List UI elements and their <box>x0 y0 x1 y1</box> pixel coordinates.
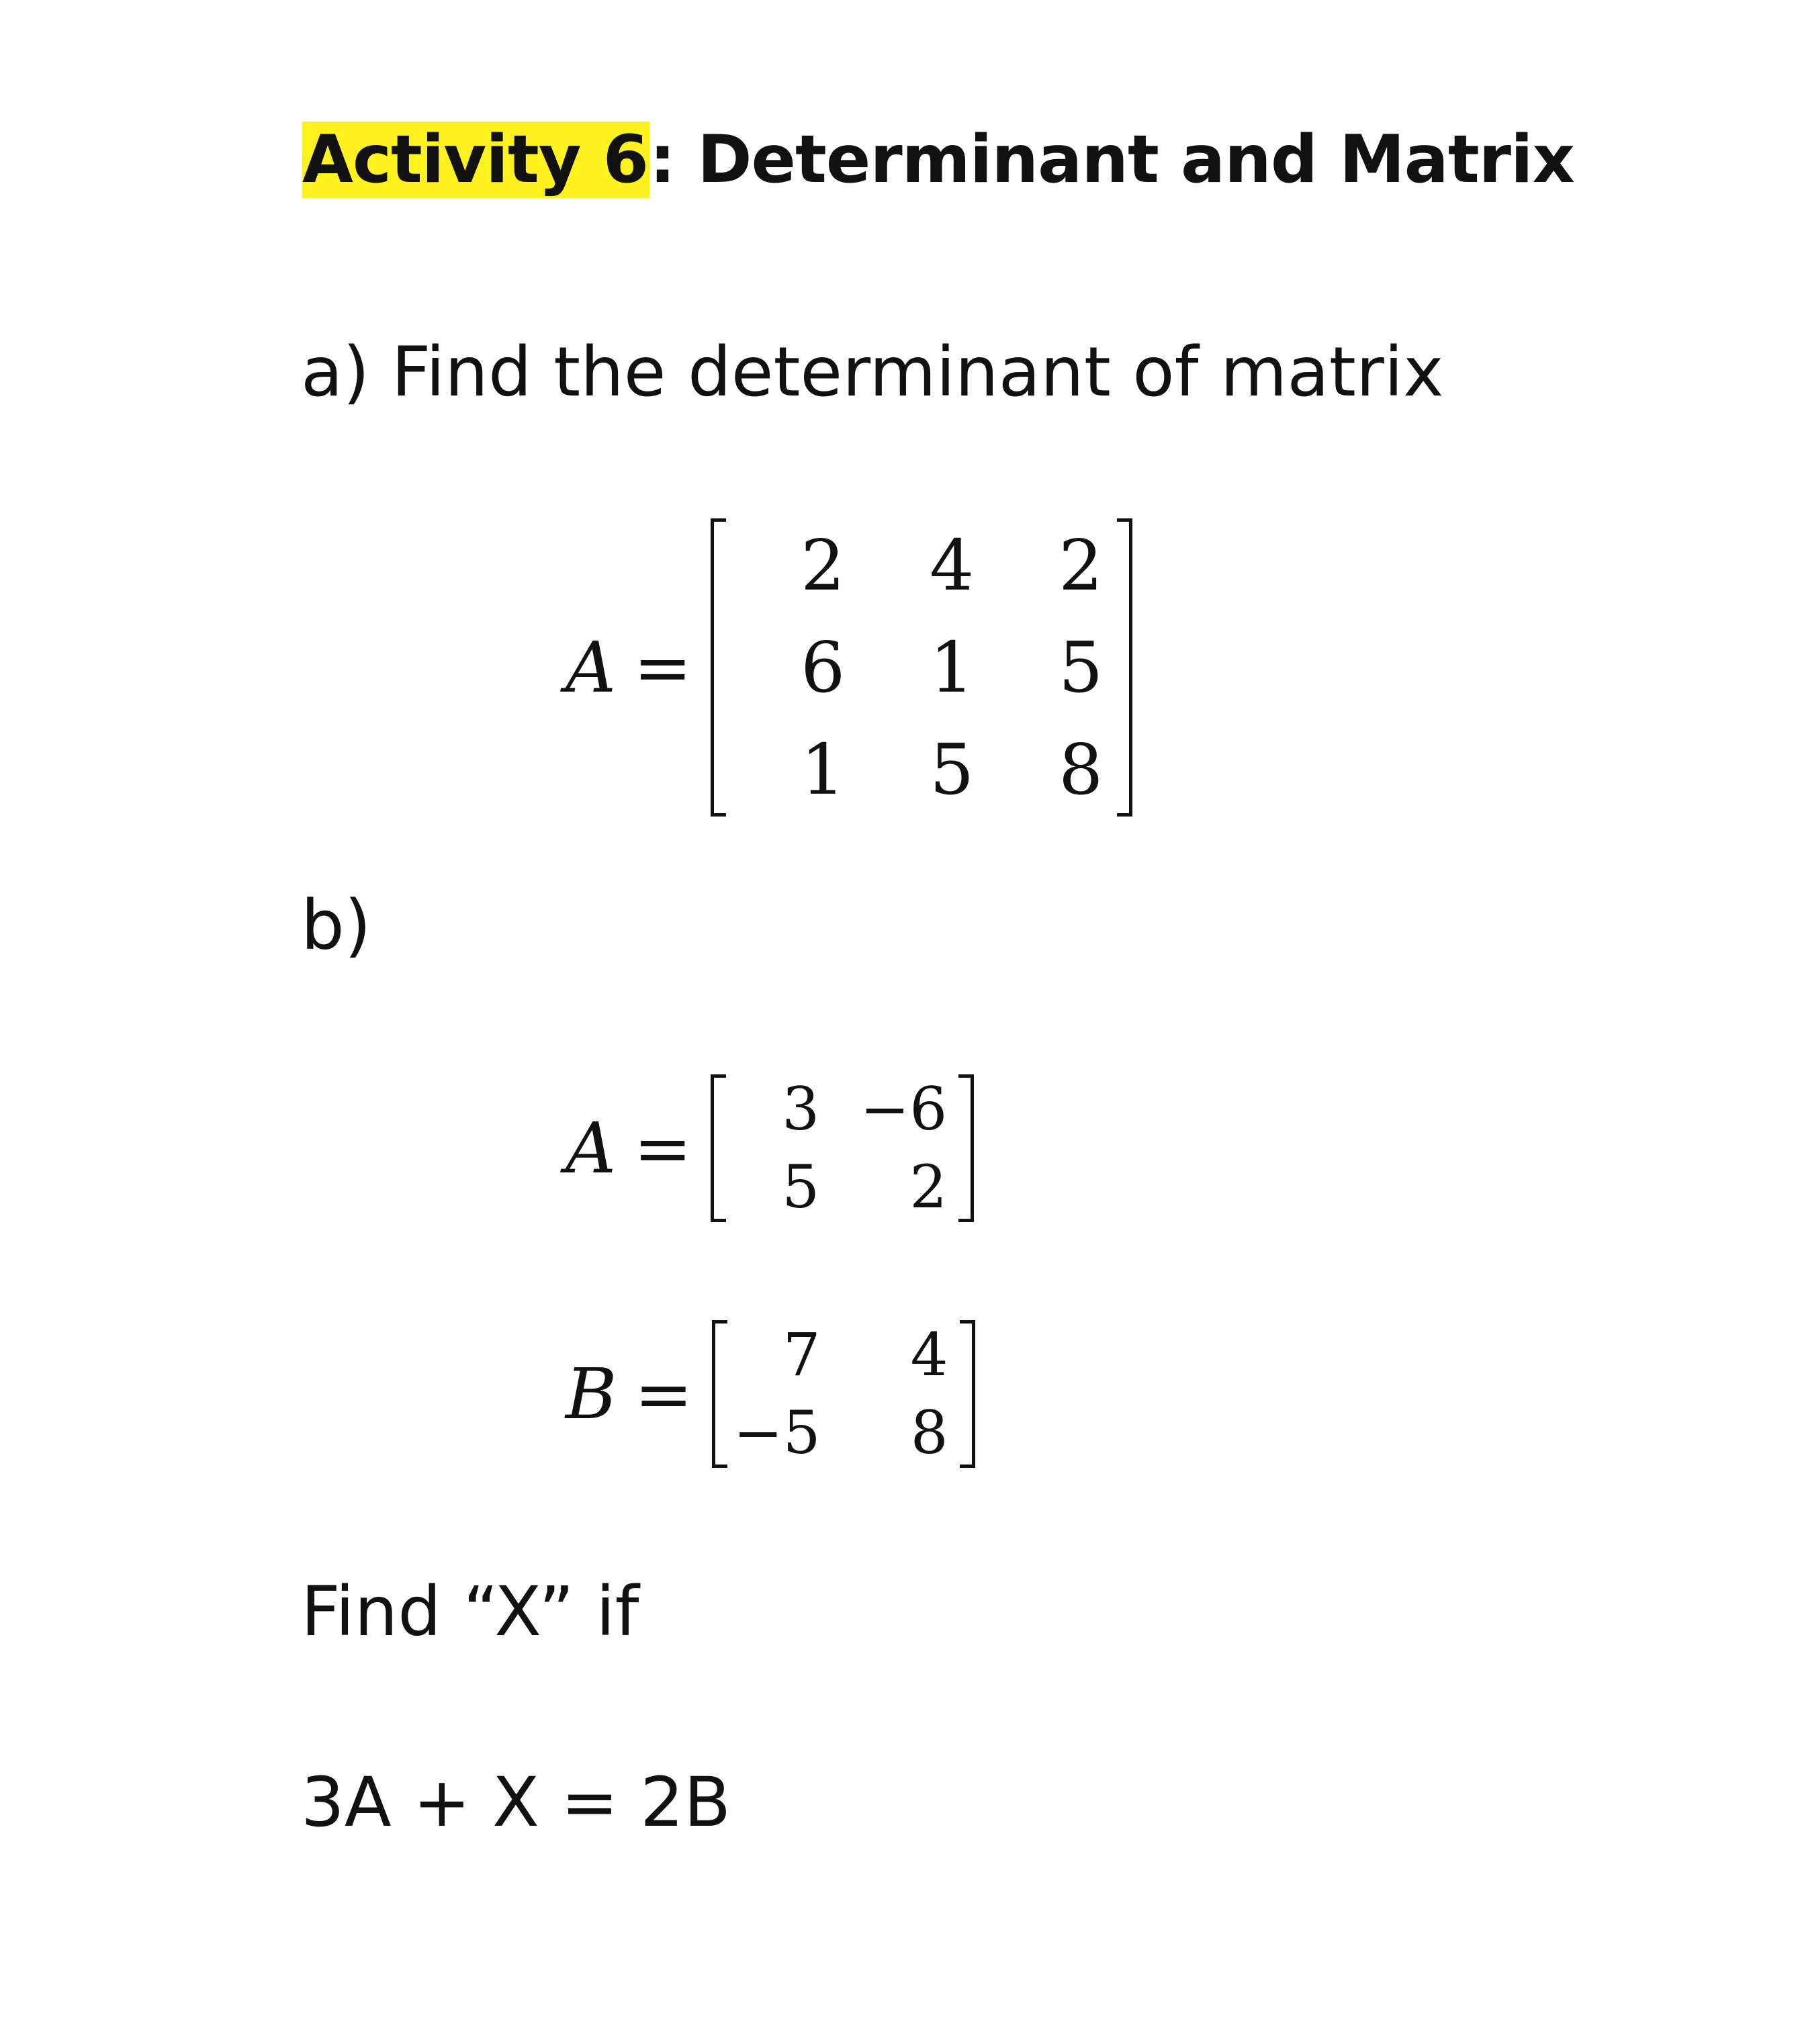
matrix-2x2-b <box>712 1316 975 1472</box>
part-a-matrix-equation <box>566 514 1132 821</box>
matrix-cell: 3 <box>782 1074 820 1144</box>
matrix-a-name: A <box>566 626 617 708</box>
heading-highlighted-text: Activity 6 <box>302 122 648 198</box>
matrix-cell: 5 <box>930 729 975 810</box>
matrix-equation: 3A + X = 2B <box>301 1763 731 1843</box>
right-bracket <box>958 1074 974 1222</box>
find-x-instruction: Find “X” if <box>301 1572 639 1652</box>
matrix-cell: 1 <box>801 729 846 810</box>
matrix-cell: −6 <box>860 1074 948 1144</box>
matrix-3x3 <box>711 514 1132 821</box>
matrix-cell: 8 <box>1059 729 1104 810</box>
matrix-cell: 5 <box>1059 626 1104 708</box>
matrix-cell: 7 <box>782 1320 821 1389</box>
matrix-cell: 4 <box>910 1320 948 1389</box>
activity-heading <box>302 113 1574 207</box>
equals-sign: = <box>633 1107 692 1189</box>
right-bracket <box>960 1320 975 1468</box>
matrix-cell: 5 <box>782 1152 820 1221</box>
matrix-cell: 2 <box>1059 524 1104 606</box>
matrix-cell: 2 <box>801 524 846 606</box>
matrix-cell: −5 <box>733 1398 821 1467</box>
matrix-cell: 1 <box>930 626 975 708</box>
matrix-cell: 2 <box>909 1152 948 1221</box>
part-a-prompt: a) Find the determinant of matrix <box>301 332 1444 412</box>
matrix-a-name: A <box>566 1107 617 1189</box>
right-bracket <box>1117 518 1132 817</box>
left-bracket <box>711 518 726 817</box>
part-b-matrix-a-equation <box>566 1070 974 1226</box>
matrix-cell: 8 <box>910 1398 948 1467</box>
left-bracket <box>711 1074 726 1222</box>
equals-sign: = <box>633 626 692 708</box>
equals-sign: = <box>634 1353 693 1435</box>
matrix-b-name: B <box>566 1353 617 1435</box>
matrix-cell: 4 <box>930 524 975 606</box>
matrix-cell: 6 <box>801 626 846 708</box>
part-b-label: b) <box>301 886 371 966</box>
matrix-2x2-a <box>711 1070 974 1226</box>
heading-title-text: : Determinant and Matrix <box>649 122 1574 198</box>
part-b-matrix-b-equation <box>566 1316 975 1472</box>
left-bracket <box>712 1320 727 1468</box>
